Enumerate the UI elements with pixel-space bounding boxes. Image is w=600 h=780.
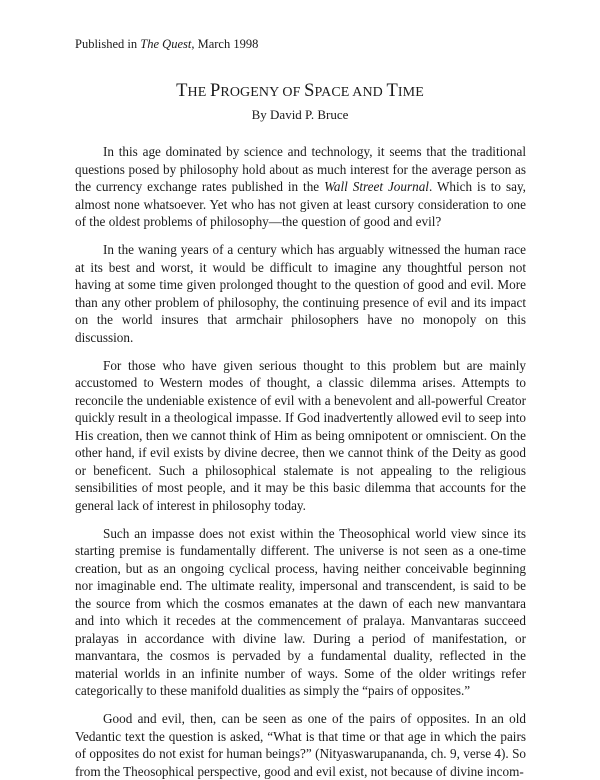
title-initial-t: T: [176, 81, 188, 101]
publication-date: , March 1998: [191, 37, 259, 51]
title-word-progeny: ROGENY OF: [220, 85, 305, 100]
journal-name: The Quest: [140, 37, 192, 51]
title-initial-s: S: [304, 81, 315, 101]
paragraph-5: Good and evil, then, can be seen as one of the pairs of opposites. In an old Vedantic text the question is asked, “What is that time or that age in which the pairs of opposites do not exist for human beings?” (Nityaswarupananda, ch. 9, verse 4). So from the Theosophical perspective, good and evil exist, not because of divine incom-: [75, 711, 526, 779]
paragraph-3: For those who have given serious thought to this problem but are mainly accustomed to Western modes of thought, a classic dilemma arises. Attempts to reconcile the undeniable existence of evil with a benevolent and all-powerful Creator quickly result in a theological impasse. If God inadvertently allowed evil to seep into His creation, then we cannot think of Him as being omnipotent or omniscient. On the other hand, if evil exists by divine decree, then we cannot think of the Deity as good or beneficent. Such a philosophical stalemate is not appealing to the religious sensibilities of most people, and it may be this basic dilemma that accounts for the general lack of interest in philosophy today.: [75, 357, 526, 513]
title-word-time: IME: [397, 85, 424, 100]
paragraph-1: [75, 143, 526, 231]
article-body: [75, 143, 526, 780]
title-initial-p: P: [210, 81, 221, 101]
paragraph-2: In the waning years of a century which has arguably witnessed the human race at its best and worst, it would be difficult to imagine any thoughtful person not having at some time given prolonged thought to the question of good and evil. More than any other problem of philosophy, the continuing presence of evil and its impact on the world insures that armchair philosophers have no monopoly on this discussion.: [75, 242, 526, 345]
paragraph-4: Such an impasse does not exist within the Theosophical world view since its starting premise is fundamentally different. The universe is not seen as a one-time creation, but as an ongoing cyclical process, having neither conceivable beginning nor imaginable end. The ultimate reality, impersonal and transcendent, is said to be the source from which the cosmos emanates at the dawn of each new manvantara and into which it recedes at the commencement of pralaya. Manvantaras succeed pralayas in accordance with divine law. During a period of manifestation, or manvantara, the cosmos is pervaded by a fundamental duality, reflected in the material worlds in an infinite number of ways. Some of the older writings refer categorically to these manifold dualities as simply the “pairs of opposites.”: [75, 525, 526, 698]
publication-note: [75, 36, 258, 52]
byline: By David P. Bruce: [251, 107, 349, 122]
publication-prefix: Published in: [75, 37, 141, 51]
paragraph-1-text-b: . Which is to say, almost none whatsoever. Yet who has not given at least cursory consideration to one of the oldest problems of philosophy—the question of good and evil?: [75, 179, 526, 229]
article-title: [0, 80, 600, 104]
paragraph-1-text-a: In this age dominated by science and technology, it seems that the traditional questions posed by philosophy hold about as much interest for the average person as the currency exchange rates published in the: [75, 144, 526, 194]
title-word-the: HE: [187, 85, 211, 100]
wall-street-journal-title: Wall Street Journal: [324, 179, 429, 194]
title-initial-t2: T: [386, 81, 398, 101]
title-word-space: PACE AND: [314, 85, 387, 100]
